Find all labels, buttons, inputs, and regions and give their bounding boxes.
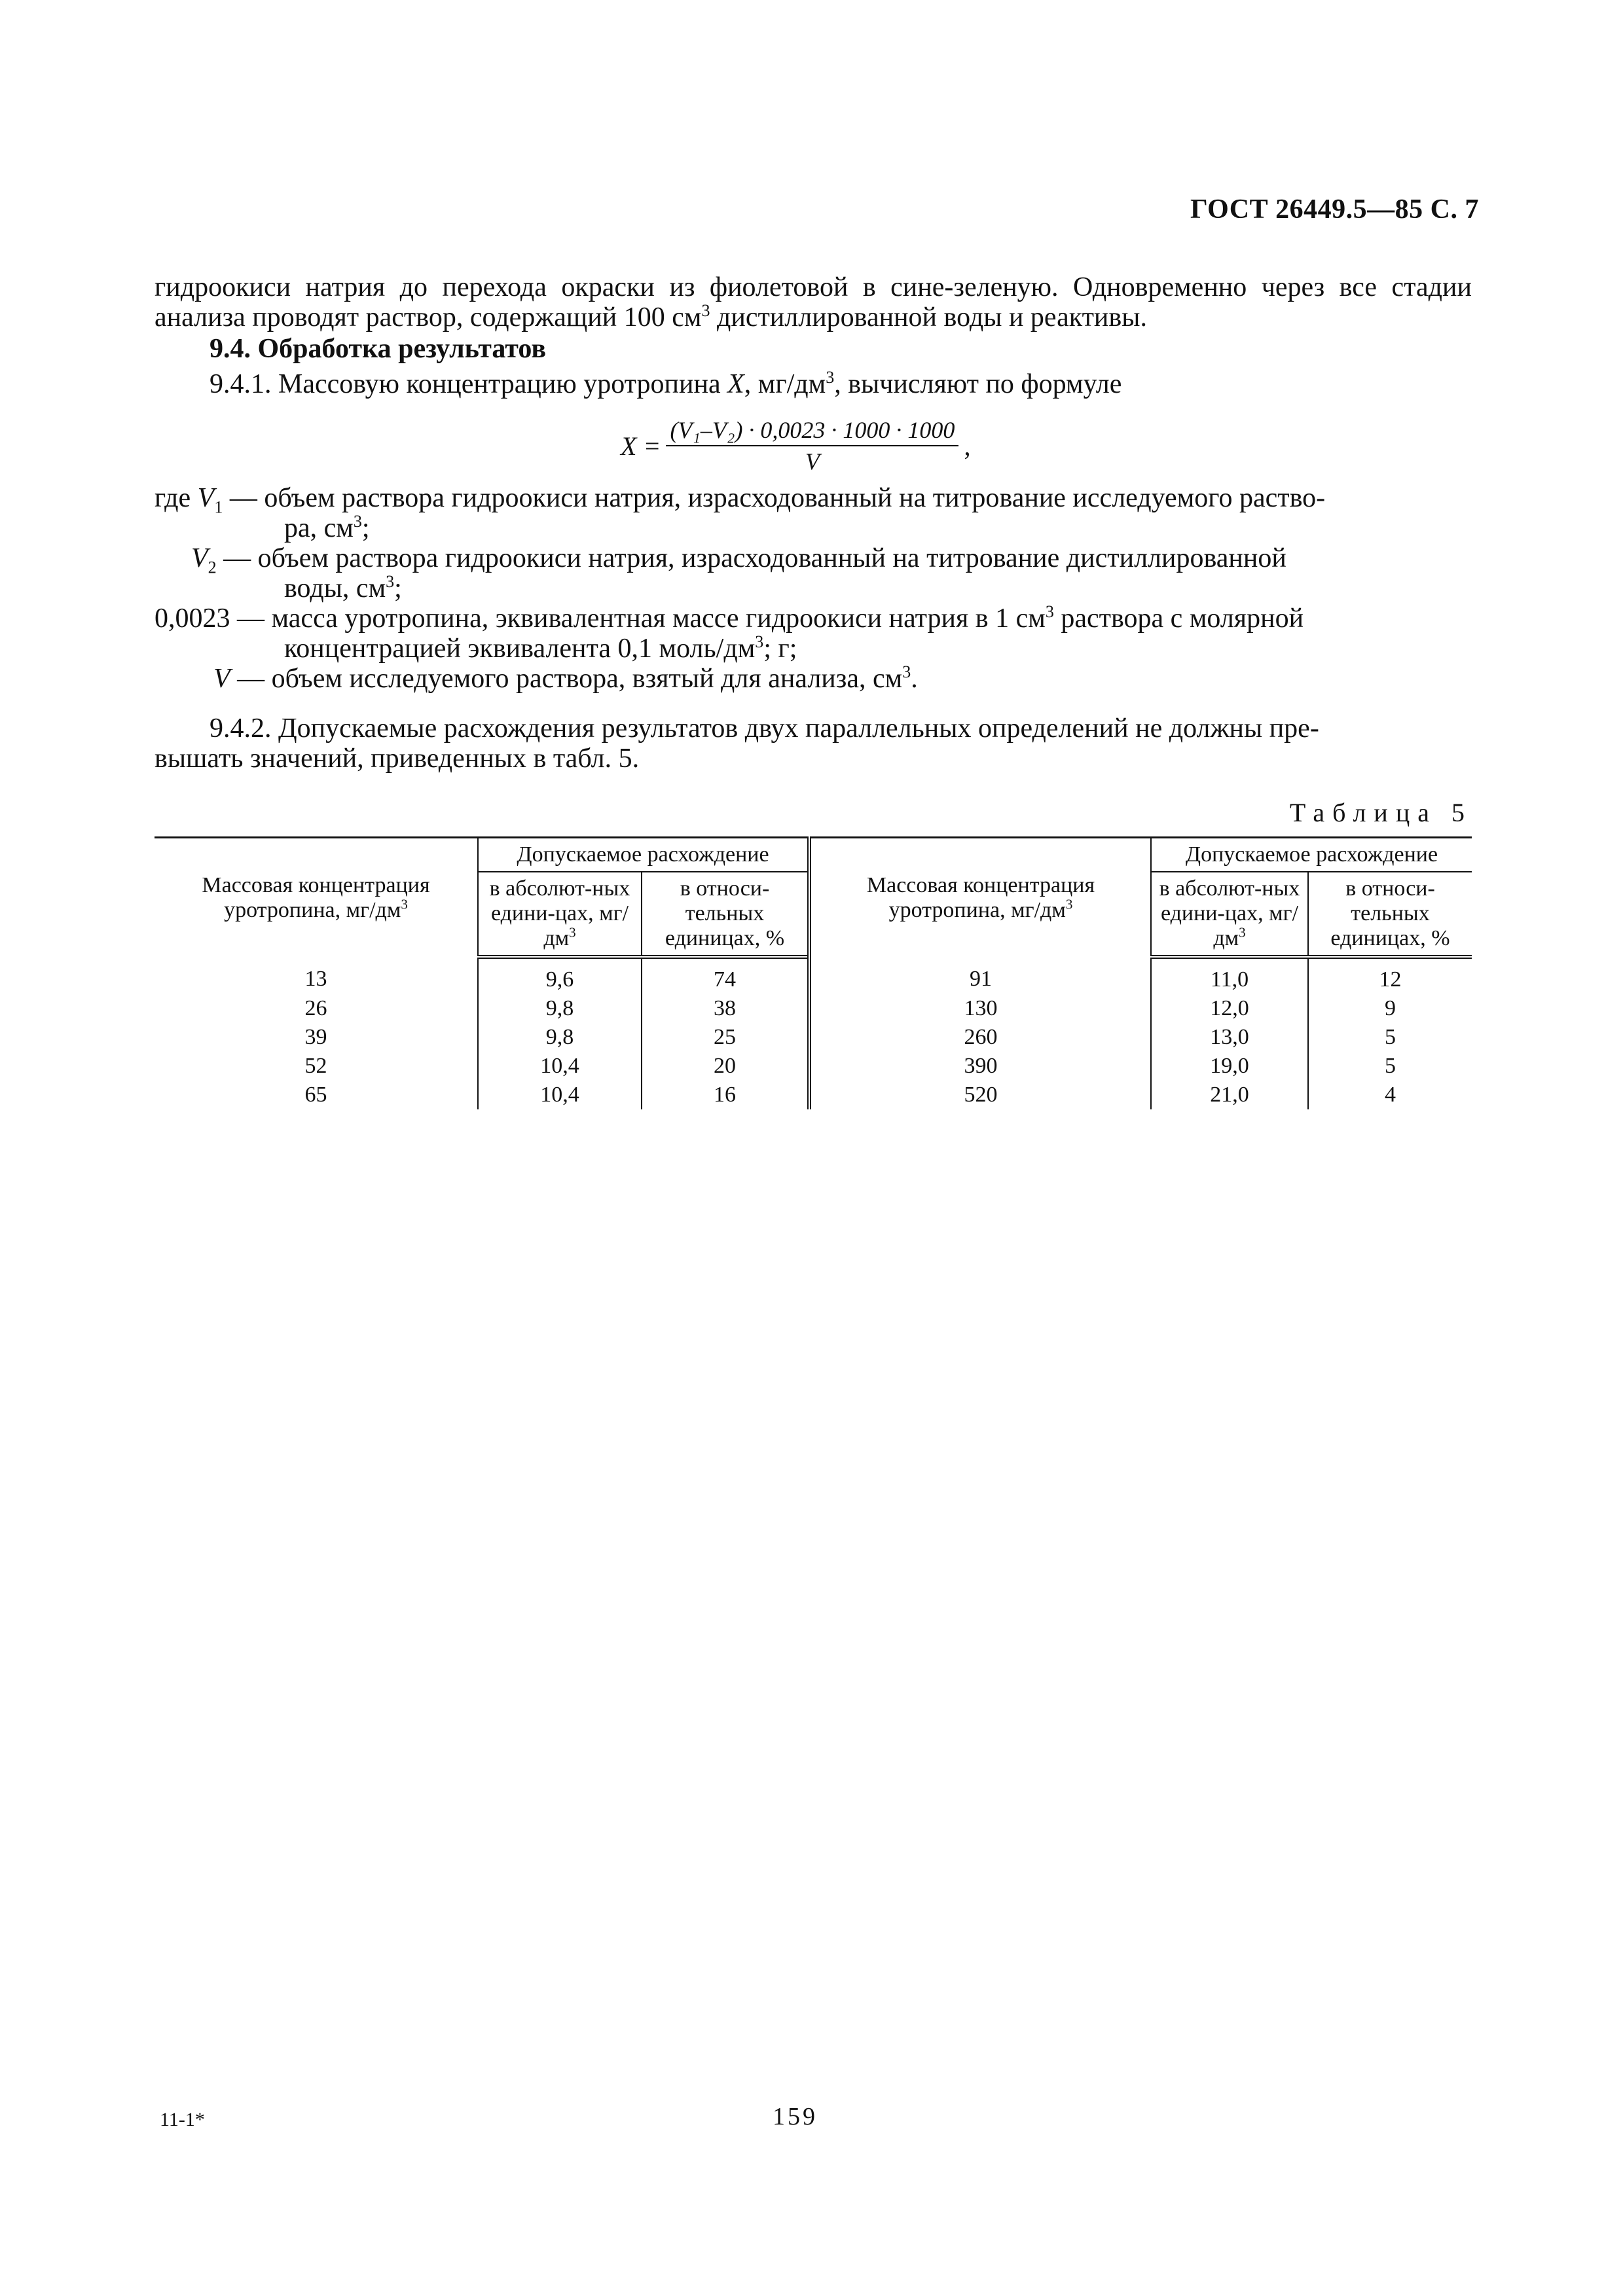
clause-9-4-2: 9.4.2. Допускаемые расхождения результатов двух параллельных определений не должны пре-	[210, 713, 1319, 744]
cell-abs-right: 11,0	[1151, 957, 1308, 994]
cell-rel-right: 9	[1308, 994, 1472, 1023]
cell-conc-left: 65	[304, 1083, 327, 1107]
cell-rel-left: 20	[642, 1052, 809, 1081]
document-reference: ГОСТ 26449.5—85 С. 7	[1190, 194, 1479, 224]
header-relative-right: в относи-тельных единицах, %	[1308, 872, 1472, 957]
header-absolute-left-sup: 3	[569, 924, 576, 941]
definition-v2	[155, 543, 1472, 603]
definition-v-symbol: V	[213, 664, 230, 694]
cell-rel-right: 12	[1308, 957, 1472, 994]
definition-coefficient-text: — масса уротропина, эквивалентная массе гидроокиси натрия в 1 см	[230, 603, 1046, 634]
clause-9-4-2-line-2: вышать значений, приведенных в табл. 5.	[155, 744, 640, 774]
cell-rel-left: 25	[642, 1023, 809, 1052]
clause-9-4-1-part-b: , мг/дм	[744, 369, 826, 399]
table-caption: Таблица 5	[1289, 798, 1472, 827]
clause-9-4-1-part-c: , вычисляют по формуле	[834, 369, 1122, 399]
header-absolute-left	[478, 872, 642, 957]
header-group-left: Допускаемое расхождение	[478, 838, 809, 872]
header-concentration-left-sup: 3	[401, 896, 408, 912]
clause-9-4-1-variable: X	[727, 369, 744, 399]
cell-conc-left: 39	[304, 1025, 327, 1049]
cell-abs-right: 21,0	[1151, 1081, 1308, 1109]
table-5	[155, 836, 1472, 1109]
cell-abs-left: 9,6	[478, 957, 642, 994]
header-concentration-right-sup: 3	[1065, 896, 1073, 912]
clause-9-4-1-sup: 3	[826, 368, 835, 387]
definitions	[155, 483, 1472, 694]
header-concentration-left-text: Массовая концентрация уротропина, мг/дм	[202, 872, 430, 922]
cell-conc-right: 260	[809, 1023, 1151, 1052]
definition-coefficient-text-b: раствора с молярной	[1053, 603, 1304, 634]
definition-coefficient-end: ; г;	[763, 634, 797, 664]
definition-v2-sub: 2	[208, 558, 217, 577]
cell-rel-left: 74	[642, 957, 809, 994]
section-title: 9.4. Обработка результатов	[210, 334, 547, 364]
definition-coefficient-symbol: 0,0023	[155, 603, 230, 634]
paragraph-1-sup: 3	[701, 301, 710, 320]
cell-rel-left: 16	[642, 1081, 809, 1109]
header-group-right: Допускаемое расхождение	[1151, 838, 1472, 872]
cell-conc-right: 130	[809, 994, 1151, 1023]
definition-coefficient-sup-2: 3	[755, 632, 764, 651]
definition-v	[155, 664, 1472, 694]
formula-fraction	[666, 416, 958, 475]
definition-coefficient	[155, 603, 1472, 664]
definition-v1-symbol: V	[197, 483, 215, 513]
cell-conc-right: 91	[809, 957, 1151, 994]
clause-9-4-1-part-a: 9.4.1. Массовую концентрацию уротропина	[210, 369, 728, 399]
definition-v-end: .	[911, 664, 918, 694]
paragraph-1	[155, 272, 1472, 332]
definition-coefficient-text-2: концентрацией эквивалента 0,1 моль/дм	[284, 634, 756, 664]
definition-v1-end: ;	[361, 513, 370, 543]
definition-v1-text: — объем раствора гидроокиси натрия, израсходованный на титрование исследуемого раство-	[223, 483, 1326, 513]
formula-trailing-comma: ,	[964, 431, 971, 461]
definition-v1	[155, 483, 1472, 543]
header-absolute-right-sup: 3	[1239, 924, 1246, 941]
formula-numerator: (V₁–V₂) · 0,0023 · 1000 · 1000	[666, 416, 958, 446]
cell-abs-right: 12,0	[1151, 994, 1308, 1023]
cell-conc-right: 520	[809, 1081, 1151, 1109]
page-number: 159	[773, 2103, 818, 2130]
footer-sheet-mark: 11-1*	[160, 2109, 205, 2130]
cell-abs-right: 19,0	[1151, 1052, 1308, 1081]
formula-lhs: X =	[621, 431, 661, 461]
definition-v-text: — объем исследуемого раствора, взятый для анализа, см	[230, 664, 903, 694]
cell-conc-left: 26	[304, 996, 327, 1020]
definition-v-sup: 3	[902, 662, 911, 681]
table-row	[155, 1023, 1472, 1052]
cell-conc-left: 52	[304, 1054, 327, 1078]
cell-conc-right: 390	[809, 1052, 1151, 1081]
cell-rel-left: 38	[642, 994, 809, 1023]
cell-rel-right: 5	[1308, 1023, 1472, 1052]
definition-coefficient-sup: 3	[1045, 602, 1054, 621]
definition-v1-sup: 3	[353, 512, 362, 531]
formula-denominator: V	[805, 448, 820, 475]
clause-9-4-1	[210, 369, 1122, 399]
cell-abs-left: 10,4	[478, 1052, 642, 1081]
formula	[621, 416, 970, 475]
cell-abs-left: 9,8	[478, 994, 642, 1023]
where-word: где	[155, 483, 191, 513]
definition-v2-sup: 3	[386, 572, 395, 591]
table-body	[155, 957, 1472, 1109]
cell-rel-right: 4	[1308, 1081, 1472, 1109]
header-absolute-left-text: в абсолют-ных едини-цах, мг/дм	[489, 876, 630, 950]
cell-conc-left: 13	[304, 966, 327, 991]
header-concentration-right	[809, 838, 1151, 958]
table-row	[155, 994, 1472, 1023]
header-concentration-left	[155, 838, 478, 958]
header-absolute-right	[1151, 872, 1308, 957]
header-absolute-right-text: в абсолют-ных едини-цах, мг/дм	[1159, 876, 1300, 950]
cell-abs-right: 13,0	[1151, 1023, 1308, 1052]
header-relative-left: в относи-тельных единицах, %	[642, 872, 809, 957]
definition-v2-text: — объем раствора гидроокиси натрия, израсходованный на титрование дистиллированной	[216, 543, 1286, 573]
definition-v2-symbol: V	[191, 543, 208, 573]
table-row	[155, 1052, 1472, 1081]
table-row	[155, 957, 1472, 994]
cell-abs-left: 10,4	[478, 1081, 642, 1109]
paragraph-1-tail: дистиллированной воды и реактивы.	[710, 302, 1147, 332]
definition-v2-end: ;	[394, 573, 402, 603]
header-concentration-right-text: Массовая концентрация уротропина, мг/дм	[866, 872, 1095, 922]
table-row	[155, 1081, 1472, 1109]
definition-v1-sub: 1	[214, 497, 223, 517]
definition-v1-text-2: ра, см	[284, 513, 354, 543]
paragraph-1-text: гидроокиси натрия до перехода окраски из фиолетовой в сине-зеленую. Одновременно через все стадии анализа проводят раствор, содержащий 100 см	[155, 272, 1472, 332]
definition-v2-text-2: воды, см	[284, 573, 386, 603]
cell-rel-right: 5	[1308, 1052, 1472, 1081]
cell-abs-left: 9,8	[478, 1023, 642, 1052]
